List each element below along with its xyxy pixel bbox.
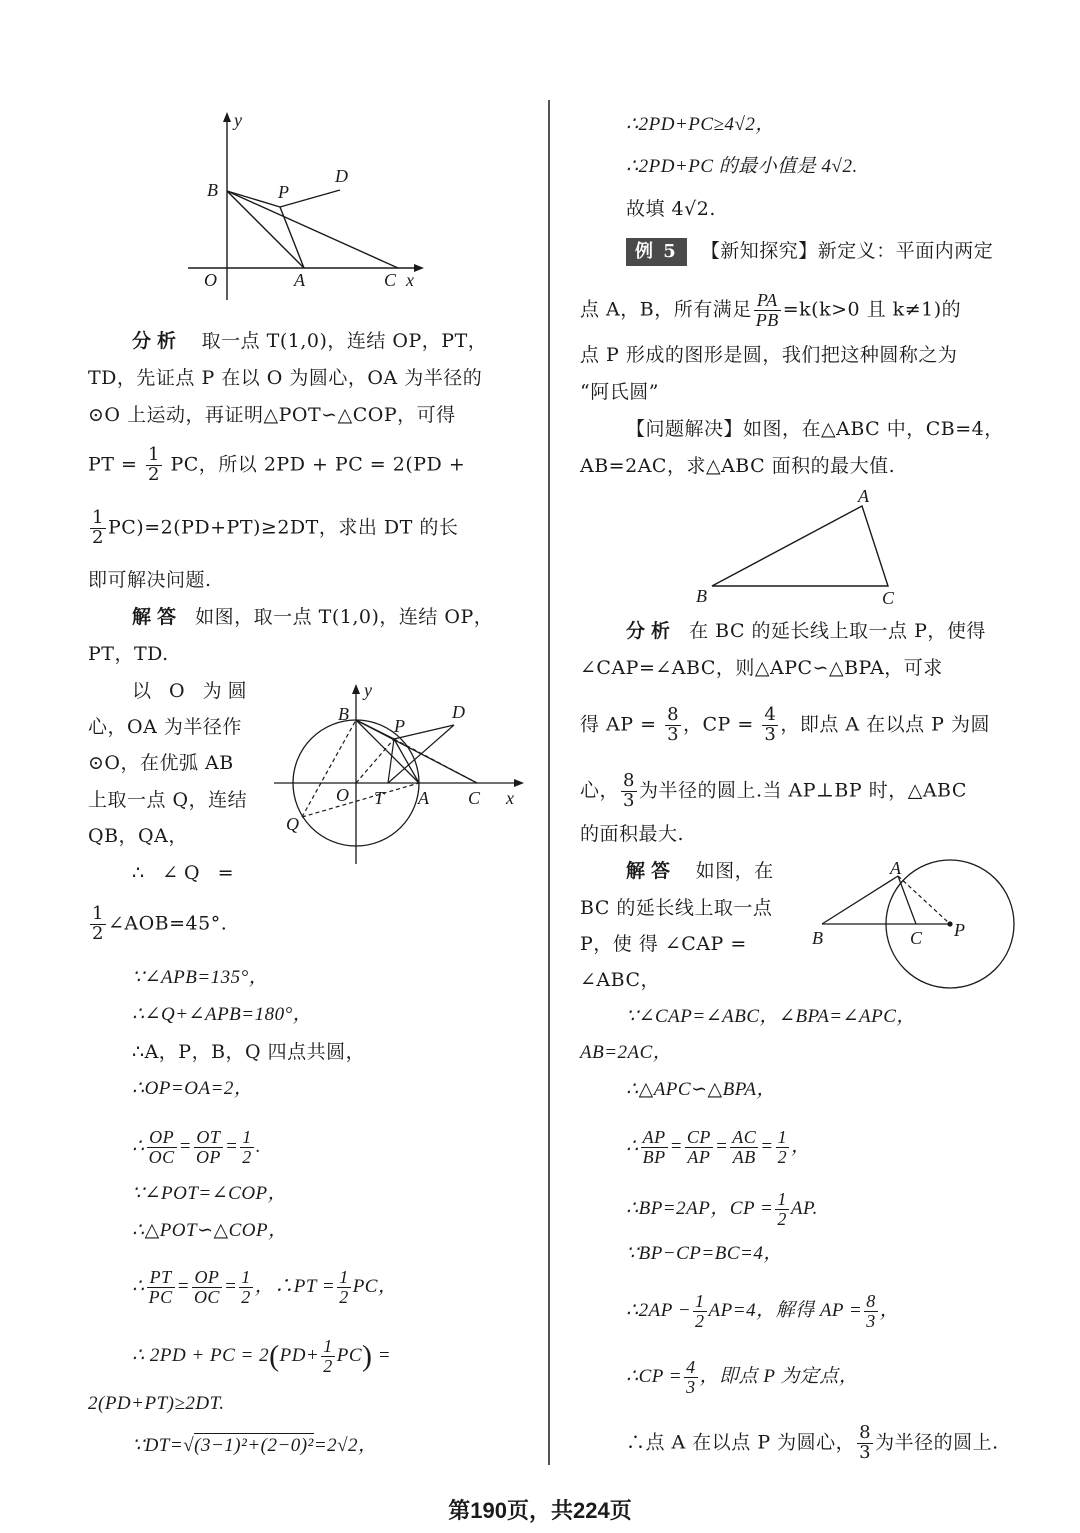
label-A: A bbox=[294, 270, 305, 290]
example-badge: 例 5 bbox=[626, 238, 687, 266]
column-divider bbox=[548, 100, 550, 1465]
fraction-8-3: $\frac{8}{3}$ bbox=[667, 704, 680, 745]
example5-line-4: “阿氏圆” bbox=[580, 381, 659, 403]
label-P: P bbox=[394, 716, 405, 736]
solution2-wrap-3: P，使 得 ∠CAP = bbox=[580, 933, 747, 955]
analysis-line-1: 分析 取一点 T(1,0)，连结 OP，PT， bbox=[132, 330, 488, 352]
label-y: y bbox=[234, 110, 242, 130]
step-6: ∵∠POT=∠COP， bbox=[132, 1183, 288, 1204]
step-4: ∴OP=OA=2， bbox=[132, 1078, 254, 1099]
right-line-1: ∴2PD+PC≥4√2， bbox=[626, 114, 775, 135]
analysis2-line-1: 分析 在 BC 的延长线上取一点 P，使得 bbox=[626, 620, 986, 642]
fraction-cp-ap: $\frac{CP}{AP}$ bbox=[686, 1127, 711, 1167]
label-C: C bbox=[384, 270, 397, 290]
label-C: C bbox=[910, 928, 923, 948]
label-P: P bbox=[278, 182, 289, 202]
page-footer: 第190页，共224页 bbox=[448, 1498, 632, 1523]
step-2: ∴∠Q+∠APB=180°， bbox=[132, 1004, 313, 1025]
segment-QA-dashed bbox=[302, 783, 419, 817]
label-y: y bbox=[364, 680, 372, 700]
solution2-step-6: ∵BP−CP=BC=4， bbox=[626, 1243, 783, 1264]
label-A: A bbox=[858, 486, 869, 506]
y-arrow-icon bbox=[352, 684, 360, 694]
label-B: B bbox=[812, 928, 823, 948]
analysis-line-4: PT = $\frac{1}{2}$ PC，所以 2PD + PC = 2(PD + bbox=[88, 444, 466, 485]
fraction-one-half: $\frac{1}{2}$ bbox=[92, 903, 104, 944]
analysis2-line-2: ∠CAP=∠ABC，则△APC∽△BPA，可求 bbox=[580, 657, 943, 679]
label-x: x bbox=[406, 270, 414, 290]
segment-AC bbox=[898, 876, 916, 924]
segment-BC bbox=[227, 191, 398, 268]
wrap-line-3: ⊙O，在优弧 AB bbox=[88, 752, 234, 774]
fraction-one-half: $\frac{1}{2}$ bbox=[777, 1189, 787, 1229]
step-9: ∴ 2PD + PC = 2(PD+ $\frac{1}{2}$ PC) = bbox=[132, 1336, 392, 1376]
figure-circle-construction bbox=[272, 680, 532, 870]
solution2-step-9: ∴点 A 在以点 P 为圆心， $\frac{8}{3}$ 为半径的圆上. bbox=[626, 1422, 999, 1463]
step-5: ∴ $\frac{OP}{OC}$ = $\frac{OT}{OP}$ = $\frac{1}{2}$ . bbox=[132, 1127, 262, 1167]
figure-triangle-abc bbox=[692, 484, 912, 614]
analysis2-line-5: 的面积最大. bbox=[580, 823, 685, 845]
wrap-line-2: 心，OA 为半径作 bbox=[88, 716, 242, 738]
analysis-line-5: $\frac{1}{2}$ PC)=2(PD+PT)≥2DT，求出 DT 的长 bbox=[92, 507, 459, 548]
solution2-step-7: ∴2AP − $\frac{1}{2}$ AP=4，解得 AP = $\frac{8}{3}$ ， bbox=[626, 1291, 900, 1331]
step-11: ∵DT=√(3−1)²+(2−0)²=2√2， bbox=[132, 1435, 378, 1456]
solution2-step-8: ∴CP = $\frac{4}{3}$ ，即点 P 为定点， bbox=[626, 1357, 859, 1397]
solution2-step-1: ∵∠CAP=∠ABC，∠BPA=∠APC， bbox=[626, 1006, 916, 1027]
fraction-one-half: $\frac{1}{2}$ bbox=[323, 1336, 333, 1376]
label-O: O bbox=[336, 785, 349, 805]
example5-line-3: 点 P 形成的图形是圆，我们把这种圆称之为 bbox=[580, 344, 958, 366]
fraction-ac-ab: $\frac{AC}{AB}$ bbox=[732, 1127, 757, 1167]
label-B: B bbox=[207, 180, 218, 200]
solution-heading: 解答 bbox=[626, 860, 677, 882]
label-D: D bbox=[335, 166, 348, 186]
label-Q: Q bbox=[286, 814, 299, 834]
label-x: x bbox=[506, 788, 514, 808]
analysis2-line-3: 得 AP = $\frac{8}{3}$ ，CP = $\frac{4}{3}$ ，即点 A 在以点 P 为圆 bbox=[580, 704, 990, 745]
solution2-wrap-2: BC 的延长线上取一点 bbox=[580, 897, 773, 919]
fraction-4-3: $\frac{4}{3}$ bbox=[764, 704, 777, 745]
fraction-pt-pc: $\frac{PT}{PC}$ bbox=[148, 1267, 173, 1307]
fraction-op-oc: $\frac{OP}{OC}$ bbox=[193, 1267, 220, 1307]
fraction-8-3: $\frac{8}{3}$ bbox=[866, 1291, 876, 1331]
label-P: P bbox=[954, 920, 965, 940]
fraction-one-half: $\frac{1}{2}$ bbox=[147, 444, 160, 485]
fraction-8-3: $\frac{8}{3}$ bbox=[859, 1422, 872, 1463]
step-7: ∴△POT∽△COP， bbox=[132, 1220, 288, 1241]
step-1: ∵∠APB=135°， bbox=[132, 967, 269, 988]
fraction-ot-op: $\frac{OT}{OP}$ bbox=[195, 1127, 221, 1167]
triangle-ABC bbox=[712, 506, 888, 586]
solution2-wrap-4: ∠ABC， bbox=[580, 969, 660, 991]
segment-BA bbox=[356, 720, 419, 783]
analysis-heading: 分析 bbox=[132, 330, 183, 352]
fraction-pa-pb: $\frac{PA}{PB}$ bbox=[755, 290, 779, 330]
segment-AP-dashed bbox=[898, 876, 950, 924]
label-A: A bbox=[890, 858, 901, 878]
right-line-2: ∴2PD+PC 的最小值是 4√2. bbox=[626, 156, 858, 177]
step-3: ∴A，P，B，Q 四点共圆， bbox=[132, 1041, 366, 1063]
label-A: A bbox=[418, 788, 429, 808]
label-B: B bbox=[338, 704, 349, 724]
fraction-8-3: $\frac{8}{3}$ bbox=[623, 770, 635, 811]
wrap-line-4: 上取一点 Q，连结 bbox=[88, 789, 248, 811]
segment-PD bbox=[280, 190, 340, 207]
fraction-op-oc: $\frac{OP}{OC}$ bbox=[148, 1127, 175, 1167]
center-dot bbox=[947, 921, 952, 926]
fraction-ap-bp: $\frac{AP}{BP}$ bbox=[642, 1127, 666, 1167]
wrap-line-7: $\frac{1}{2}$ ∠AOB=45°. bbox=[92, 903, 228, 944]
solution2-step-2: AB=2AC， bbox=[580, 1042, 673, 1063]
example5-line-2: 点 A，B，所有满足 $\frac{PA}{PB}$ =k(k>0 且 k≠1)的 bbox=[580, 290, 962, 330]
label-D: D bbox=[452, 702, 465, 722]
fraction-4-3: $\frac{4}{3}$ bbox=[686, 1357, 696, 1397]
solution2-step-4: ∴ $\frac{AP}{BP}$ = $\frac{CP}{AP}$ = $\frac{AC}{AB}$ = $\frac{1}{2}$ ， bbox=[626, 1127, 811, 1167]
fraction-one-half: $\frac{1}{2}$ bbox=[241, 1267, 251, 1307]
label-B: B bbox=[696, 586, 707, 606]
solution-line-1: 解答 如图，取一点 T(1,0)，连结 OP， bbox=[132, 606, 494, 628]
x-arrow-icon bbox=[414, 264, 424, 272]
step-10: 2(PD+PT)≥2DT. bbox=[88, 1393, 225, 1414]
x-arrow-icon bbox=[514, 779, 524, 787]
solution2-line-1: 解答 如图，在 bbox=[626, 860, 774, 882]
fraction-one-half: $\frac{1}{2}$ bbox=[339, 1267, 349, 1307]
wrap-line-6: ∴ ∠Q = bbox=[132, 862, 240, 884]
fraction-one-half: $\frac{1}{2}$ bbox=[695, 1291, 705, 1331]
fraction-one-half: $\frac{1}{2}$ bbox=[777, 1127, 788, 1167]
analysis-heading: 分析 bbox=[626, 620, 677, 642]
right-line-3: 故填 4√2. bbox=[626, 198, 716, 220]
solution-line-2: PT，TD. bbox=[88, 643, 169, 665]
solution2-step-3: ∴△APC∽△BPA， bbox=[626, 1079, 776, 1100]
figure-apollonius-circle bbox=[812, 856, 1022, 991]
label-C: C bbox=[882, 588, 895, 608]
solution-heading: 解答 bbox=[132, 606, 183, 628]
label-T: T bbox=[374, 788, 385, 808]
example5-line-5: 【问题解决】如图，在△ABC 中，CB=4， bbox=[626, 418, 1004, 440]
analysis-line-3: ⊙O 上运动，再证明△POT∽△COP，可得 bbox=[88, 404, 456, 426]
analysis2-line-4: 心， $\frac{8}{3}$ 为半径的圆上.当 AP⊥BP 时，△ABC bbox=[580, 770, 967, 811]
y-arrow-icon bbox=[223, 112, 231, 122]
example5-line-6: AB=2AC，求△ABC 面积的最大值. bbox=[580, 455, 896, 477]
solution2-step-5: ∴BP=2AP，CP = $\frac{1}{2}$ AP. bbox=[626, 1189, 818, 1229]
fraction-one-half: $\frac{1}{2}$ bbox=[242, 1127, 252, 1167]
wrap-line-1: 以 O 为圆 bbox=[132, 680, 253, 702]
step-8: ∴ $\frac{PT}{PC}$ = $\frac{OP}{OC}$ = $\frac{1}{2}$ ，∴PT = $\frac{1}{2}$ PC， bbox=[132, 1267, 398, 1307]
example5-line-1: 例 5 【新知探究】新定义：平面内两定 bbox=[626, 238, 993, 266]
fraction-one-half: $\frac{1}{2}$ bbox=[92, 507, 104, 548]
analysis-line-6: 即可解决问题. bbox=[88, 569, 212, 591]
analysis-line-2: TD，先证点 P 在以 O 为圆心，OA 为半径的 bbox=[88, 367, 483, 389]
label-C: C bbox=[468, 788, 481, 808]
wrap-line-5: QB，QA， bbox=[88, 825, 188, 847]
figure-coordinate-quadrilateral bbox=[180, 108, 430, 308]
label-O: O bbox=[204, 270, 217, 290]
